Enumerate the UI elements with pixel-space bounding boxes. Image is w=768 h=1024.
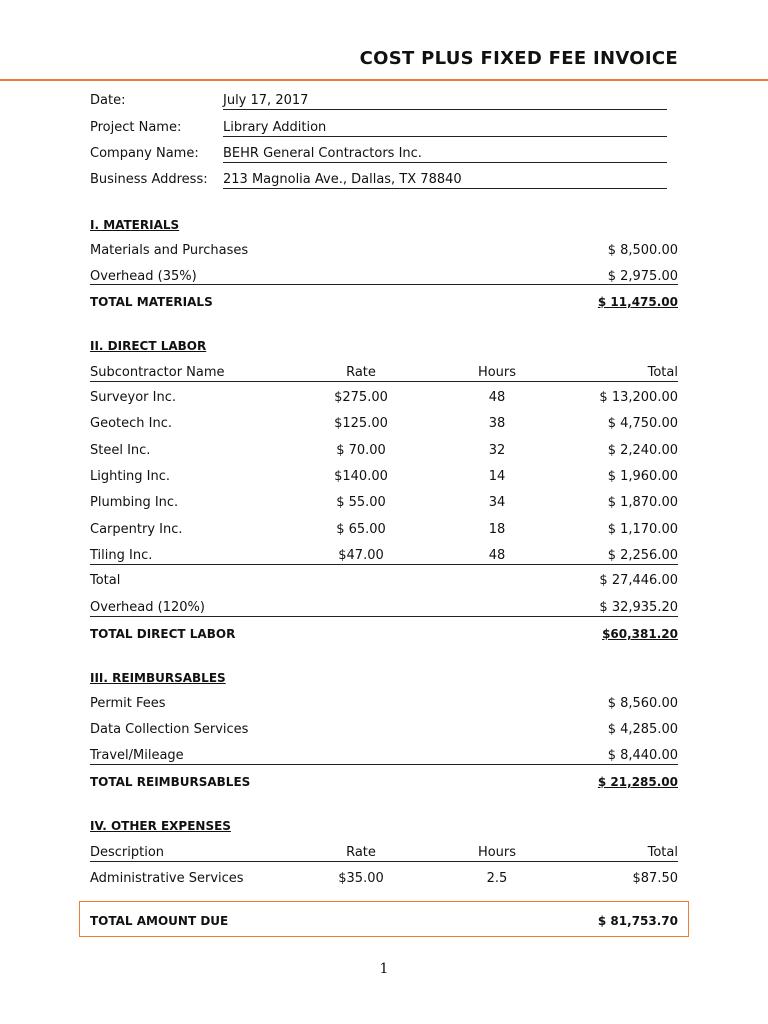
other-col-rate: Rate (346, 845, 376, 860)
other-row-desc: Administrative Services (90, 871, 244, 886)
reimbursables-total-value: $ 21,285.00 (597, 775, 678, 789)
reimbursables-divider (90, 764, 678, 765)
labor-row-name: Tiling Inc. (90, 548, 153, 563)
address-label: Business Address: (90, 172, 208, 187)
labor-row-total: $ 1,960.00 (607, 469, 678, 484)
materials-purchases-label: Materials and Purchases (90, 243, 249, 258)
labor-row-name: Lighting Inc. (90, 469, 171, 484)
company-underline (223, 162, 667, 163)
labor-col-hours: Hours (477, 365, 517, 380)
labor-row-total: $ 2,256.00 (607, 548, 678, 563)
labor-row-hours: 32 (488, 443, 506, 458)
company-value: BEHR General Contractors Inc. (223, 146, 422, 161)
labor-col-total: Total (647, 365, 678, 380)
labor-row-name: Geotech Inc. (90, 416, 172, 431)
labor-total-value: $60,381.20 (602, 627, 678, 641)
labor-row-total: $ 1,870.00 (607, 495, 678, 510)
amount-due-label: TOTAL AMOUNT DUE (90, 914, 229, 928)
labor-total-label: TOTAL DIRECT LABOR (90, 627, 236, 641)
other-col-desc: Description (90, 845, 165, 860)
page-number: 1 (379, 961, 389, 977)
labor-row-rate: $ 55.00 (336, 495, 386, 510)
labor-row-hours: 48 (488, 390, 506, 405)
labor-row-name: Surveyor Inc. (90, 390, 177, 405)
labor-row-total: $ 4,750.00 (607, 416, 678, 431)
labor-overhead-label: Overhead (120%) (90, 600, 205, 615)
reimbursable-item-label: Travel/Mileage (90, 748, 184, 763)
labor-row-rate: $47.00 (338, 548, 384, 563)
labor-row-total: $ 2,240.00 (607, 443, 678, 458)
other-heading: IV. OTHER EXPENSES (90, 819, 231, 833)
materials-overhead-label: Overhead (35%) (90, 269, 197, 284)
materials-total-value: $ 11,475.00 (597, 295, 678, 309)
header-divider (0, 79, 768, 81)
labor-rows-divider (90, 564, 678, 565)
labor-row-rate: $ 65.00 (336, 522, 386, 537)
date-label: Date: (90, 93, 126, 108)
materials-heading: I. MATERIALS (90, 218, 180, 232)
labor-row-name: Steel Inc. (90, 443, 151, 458)
materials-divider (90, 284, 678, 285)
company-label: Company Name: (90, 146, 199, 161)
reimbursable-item-label: Permit Fees (90, 696, 166, 711)
labor-subtotal-value: $ 27,446.00 (599, 573, 678, 588)
labor-row-hours: 38 (488, 416, 506, 431)
labor-row-rate: $ 70.00 (336, 443, 386, 458)
other-header-divider (90, 861, 678, 862)
reimbursables-heading: III. REIMBURSABLES (90, 671, 226, 685)
reimbursable-item-value: $ 8,560.00 (607, 696, 678, 711)
labor-row-hours: 18 (488, 522, 506, 537)
other-row-rate: $35.00 (338, 871, 384, 886)
date-value: July 17, 2017 (223, 93, 309, 108)
labor-row-rate: $125.00 (334, 416, 388, 431)
address-underline (223, 188, 667, 189)
labor-row-hours: 48 (488, 548, 506, 563)
labor-row-rate: $275.00 (334, 390, 388, 405)
labor-overhead-value: $ 32,935.20 (599, 600, 678, 615)
materials-total-label: TOTAL MATERIALS (90, 295, 213, 309)
other-col-total: Total (647, 845, 678, 860)
labor-col-name: Subcontractor Name (90, 365, 225, 380)
labor-row-hours: 34 (488, 495, 506, 510)
other-col-hours: Hours (477, 845, 517, 860)
date-underline (223, 109, 667, 110)
labor-row-rate: $140.00 (334, 469, 388, 484)
labor-header-divider (90, 381, 678, 382)
project-value: Library Addition (223, 120, 327, 135)
labor-col-rate: Rate (346, 365, 376, 380)
reimbursable-item-label: Data Collection Services (90, 722, 249, 737)
reimbursable-item-value: $ 8,440.00 (607, 748, 678, 763)
labor-row-total: $ 13,200.00 (599, 390, 678, 405)
labor-row-name: Carpentry Inc. (90, 522, 183, 537)
labor-overhead-divider (90, 616, 678, 617)
materials-overhead-value: $ 2,975.00 (607, 269, 678, 284)
labor-row-name: Plumbing Inc. (90, 495, 179, 510)
amount-due-value: $ 81,753.70 (597, 914, 678, 928)
reimbursables-total-label: TOTAL REIMBURSABLES (90, 775, 251, 789)
labor-subtotal-label: Total (90, 573, 121, 588)
invoice-title: COST PLUS FIXED FEE INVOICE (359, 48, 678, 69)
labor-row-total: $ 1,170.00 (607, 522, 678, 537)
address-value: 213 Magnolia Ave., Dallas, TX 78840 (223, 172, 462, 187)
labor-row-hours: 14 (488, 469, 506, 484)
reimbursable-item-value: $ 4,285.00 (607, 722, 678, 737)
project-label: Project Name: (90, 120, 182, 135)
labor-heading: II. DIRECT LABOR (90, 339, 207, 353)
other-row-total: $87.50 (632, 871, 678, 886)
project-underline (223, 136, 667, 137)
materials-purchases-value: $ 8,500.00 (607, 243, 678, 258)
other-row-hours: 2.5 (486, 871, 508, 886)
